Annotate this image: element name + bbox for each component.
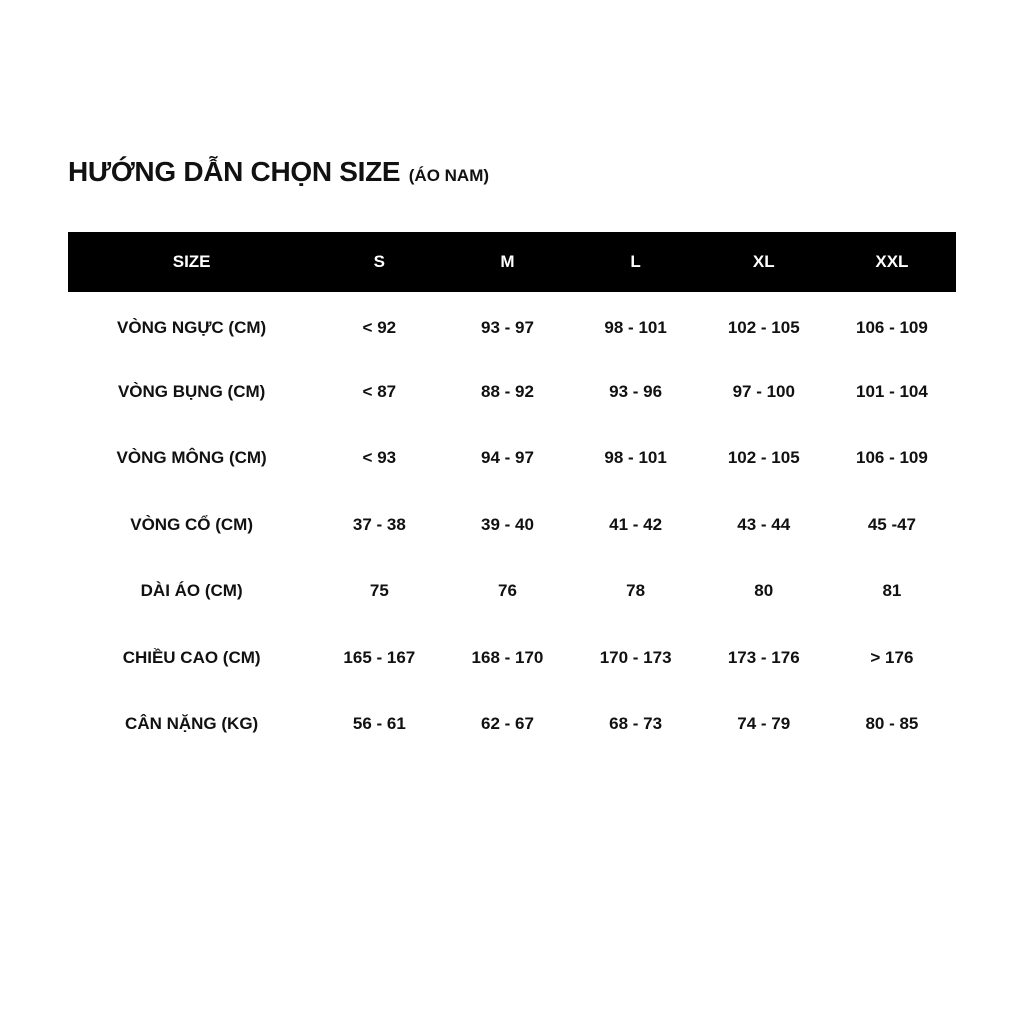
table-cell: 76 bbox=[498, 581, 517, 601]
table-row bbox=[68, 625, 956, 692]
table-cell: 39 - 40 bbox=[481, 514, 534, 534]
table-cell: 93 - 96 bbox=[609, 381, 663, 401]
header-cell-size: SIZE bbox=[172, 252, 211, 271]
table-body bbox=[68, 292, 956, 758]
table-cell: 45 -47 bbox=[867, 514, 917, 534]
table-row bbox=[68, 558, 956, 625]
table-cell: < 93 bbox=[362, 448, 397, 468]
title-main: HƯỚNG DẪN CHỌN SIZE bbox=[68, 156, 401, 187]
table-cell: 74 - 79 bbox=[737, 714, 791, 734]
size-chart-table bbox=[68, 232, 956, 758]
table-cell: 101 - 104 bbox=[855, 381, 928, 401]
table-cell: 88 - 92 bbox=[481, 381, 534, 401]
table-cell: 165 - 167 bbox=[343, 647, 416, 667]
table-cell: 37 - 38 bbox=[352, 514, 406, 534]
header-cell-s: S bbox=[373, 252, 385, 271]
row-label: VÒNG MÔNG (CM) bbox=[116, 448, 267, 468]
row-label: VÒNG CỔ (CM) bbox=[130, 514, 254, 534]
table-cell: 93 - 97 bbox=[481, 318, 534, 338]
table-row bbox=[68, 691, 956, 758]
row-label: VÒNG NGỰC (CM) bbox=[117, 318, 267, 338]
row-label: DÀI ÁO (CM) bbox=[140, 581, 243, 601]
table-cell: 102 - 105 bbox=[727, 318, 800, 338]
header-cell-l: L bbox=[630, 252, 641, 271]
table-cell: 62 - 67 bbox=[481, 714, 534, 734]
table-cell: 78 bbox=[626, 581, 646, 601]
table-cell: 41 - 42 bbox=[609, 514, 663, 534]
table-cell: 170 - 173 bbox=[599, 647, 672, 667]
table-cell: 68 - 73 bbox=[609, 714, 663, 734]
table-cell: 106 - 109 bbox=[855, 318, 928, 338]
table-cell: < 92 bbox=[362, 318, 397, 338]
table-row bbox=[68, 425, 956, 492]
table-cell: 80 - 85 bbox=[865, 714, 919, 734]
table-cell: 106 - 109 bbox=[855, 448, 928, 468]
table-cell: > 176 bbox=[870, 647, 914, 667]
table-cell: 173 - 176 bbox=[727, 647, 800, 667]
table-cell: 97 - 100 bbox=[732, 381, 795, 401]
table-cell: 98 - 101 bbox=[604, 448, 667, 468]
table-cell: 102 - 105 bbox=[727, 448, 800, 468]
table-cell: < 87 bbox=[362, 381, 397, 401]
table-cell: 98 - 101 bbox=[604, 318, 667, 338]
row-label: CÂN NẶNG (KG) bbox=[125, 714, 259, 734]
table-row bbox=[68, 492, 956, 559]
table-cell: 81 bbox=[882, 581, 902, 601]
header-row bbox=[68, 232, 956, 292]
table-cell: 94 - 97 bbox=[481, 448, 534, 468]
table-cell: 43 - 44 bbox=[737, 514, 791, 534]
table-row bbox=[68, 359, 956, 426]
row-label: CHIỀU CAO (CM) bbox=[122, 647, 261, 667]
title-subtitle: (ÁO NAM) bbox=[408, 166, 490, 185]
header-cell-m: M bbox=[500, 252, 515, 271]
table-cell: 80 bbox=[754, 581, 774, 601]
table-header bbox=[68, 232, 956, 292]
page-title bbox=[68, 156, 489, 188]
header-cell-xxl: XXL bbox=[875, 252, 909, 271]
table-row bbox=[68, 292, 956, 359]
table-cell: 75 bbox=[369, 581, 389, 601]
row-label: VÒNG BỤNG (CM) bbox=[117, 381, 266, 401]
table-cell: 56 - 61 bbox=[352, 714, 406, 734]
header-cell-xl: XL bbox=[752, 252, 775, 271]
table-cell: 168 - 170 bbox=[471, 647, 544, 667]
